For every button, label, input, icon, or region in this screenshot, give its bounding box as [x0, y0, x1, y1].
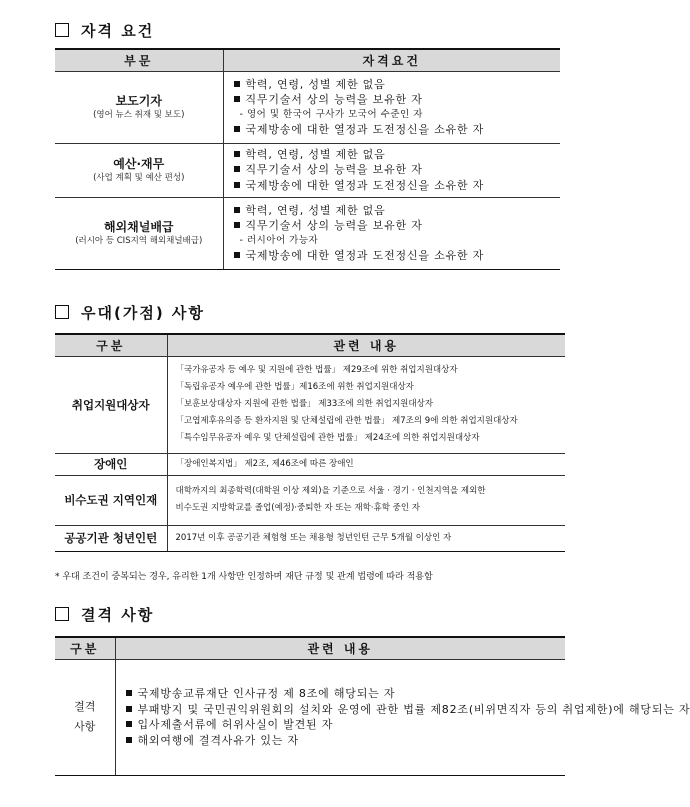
section-title-text: 결격 사항: [81, 606, 155, 624]
header-content: 관련 내용: [167, 334, 565, 356]
requirement-item: 학력, 연령, 성별 제한 없음: [234, 203, 561, 219]
preference-line: 비수도권 지방학교를 졸업(예정)·중퇴한 자 또는 재학·휴학 중인 자: [175, 503, 420, 513]
checkbox-square-icon: [55, 305, 69, 319]
requirement-subitem: - 러시아어 가능자: [239, 234, 319, 246]
preference-row: [55, 453, 565, 475]
header-category: 부문: [55, 49, 223, 71]
category-sub: (영어 뉴스 취재 및 보도): [93, 109, 185, 120]
requirements-cell: [223, 197, 560, 269]
preference-content: [167, 525, 565, 551]
category-cell: [55, 197, 223, 269]
qualification-row: [55, 71, 560, 143]
header-category: 구분: [55, 334, 167, 356]
square-bullet-icon: [234, 166, 240, 172]
preferences-table: [55, 333, 565, 552]
qualification-row: [55, 197, 560, 269]
disqualification-item: 부패방지 및 국민권익위원회의 설치와 운영에 관한 법률 제82조(비위면직자 등의 취업제한)에 해당되는 자: [126, 702, 558, 718]
requirement-item: 학력, 연령, 성별 제한 없음: [234, 77, 561, 93]
preference-line: 「보훈보상대상자 지원에 관한 법률」 제33조에 의한 취업지원대상자: [175, 399, 434, 409]
qualifications-title: [55, 20, 154, 41]
disqualification-item: 국제방송교류재단 인사규정 제 8조에 해당되는 자: [126, 686, 558, 702]
preference-line: 「장애인복지법」 제2조, 제46조에 따른 장애인: [175, 458, 354, 469]
preference-line: 「국가유공자 등 예우 및 지원에 관한 법률」 제29조에 위한 취업지원대상자: [175, 365, 458, 375]
category-name: 보도기자: [115, 93, 162, 108]
preference-row: [55, 356, 565, 453]
section-title-text: 자격 요건: [81, 22, 155, 40]
preference-row: [55, 475, 565, 525]
header-requirements: 자격요건: [223, 49, 560, 71]
preference-row: [55, 525, 565, 551]
category-sub: (러시아 등 CIS지역 해외채널배급): [75, 235, 203, 246]
disqualification-item: 입사제출서류에 허위사실이 발견된 자: [126, 717, 558, 733]
checkbox-square-icon: [55, 23, 69, 37]
requirement-item: 국제방송에 대한 열정과 도전정신을 소유한 자: [234, 122, 561, 138]
qualification-row: [55, 143, 560, 197]
preference-content: [167, 356, 565, 453]
requirements-cell: [223, 143, 560, 197]
preference-category: 공공기관 청년인턴: [55, 525, 167, 551]
preference-content: [167, 453, 565, 475]
requirement-item: 직무기술서 상의 능력을 보유한 자: [234, 162, 561, 178]
disqualification-content: [115, 659, 690, 775]
checkbox-square-icon: [55, 607, 69, 621]
disqualifications-table: [55, 636, 690, 776]
header-category: 구분: [55, 637, 115, 659]
requirement-item: 직무기술서 상의 능력을 보유한 자: [234, 92, 561, 108]
disqualification-item: 해외여행에 결격사유가 있는 자: [126, 733, 558, 749]
category-name: 해외채널배급: [103, 219, 174, 234]
preferences-title: [55, 302, 205, 323]
square-bullet-icon: [234, 126, 240, 132]
preference-line: 「고엽제후유의증 등 환자지원 및 단체설립에 관한 법률」 제7조의 9에 의한 취업지원대상자: [175, 416, 518, 426]
requirement-item: 국제방송에 대한 열정과 도전정신을 소유한 자: [234, 178, 561, 194]
square-bullet-icon: [126, 737, 132, 743]
preference-note: * 우대 조건이 중복되는 경우, 유리한 1개 사항만 인정하며 재단 규정 및 관계 법령에 따라 적용함: [55, 572, 433, 582]
square-bullet-icon: [234, 252, 240, 258]
section-title-text: 우대(가점) 사항: [81, 304, 205, 322]
category-cell: [55, 143, 223, 197]
square-bullet-icon: [234, 207, 240, 213]
qualifications-table: [55, 48, 560, 270]
category-name: 예산·재무: [113, 156, 165, 171]
category-sub: (사업 계획 및 예산 편성): [93, 172, 185, 183]
category-cell: [55, 71, 223, 143]
requirement-subitem: - 영어 및 한국어 구사가 모국어 수준인 자: [239, 108, 423, 120]
preference-category: 비수도권 지역인재: [55, 475, 167, 525]
category-line: 사항: [74, 720, 96, 733]
square-bullet-icon: [234, 151, 240, 157]
category-line: 결격: [74, 700, 96, 713]
square-bullet-icon: [234, 96, 240, 102]
preference-line: 「특수임무유공자 예우 및 단체설립에 관한 법률」 제24조에 의한 취업지원대상자: [175, 433, 480, 443]
requirement-item: 국제방송에 대한 열정과 도전정신을 소유한 자: [234, 248, 561, 264]
square-bullet-icon: [234, 222, 240, 228]
requirement-item: 학력, 연령, 성별 제한 없음: [234, 147, 561, 163]
disqualifications-title: [55, 604, 154, 625]
square-bullet-icon: [234, 81, 240, 87]
square-bullet-icon: [126, 706, 132, 712]
preference-category: 장애인: [55, 453, 167, 475]
requirements-cell: [223, 71, 560, 143]
disqualification-category: [55, 659, 115, 775]
preference-content: [167, 475, 565, 525]
preference-category: 취업지원대상자: [55, 356, 167, 453]
preference-line: 「독립유공자 예우에 관한 법률」제16조에 위한 취업지원대상자: [175, 382, 414, 392]
square-bullet-icon: [234, 182, 240, 188]
square-bullet-icon: [126, 721, 132, 727]
header-content: 관련 내용: [115, 637, 565, 659]
preference-line: 2017년 이후 공공기관 체험형 또는 채용형 청년인턴 근무 5개월 이상인 자: [175, 532, 452, 543]
requirement-item: 직무기술서 상의 능력을 보유한 자: [234, 218, 561, 234]
disqualification-row: [55, 659, 565, 775]
preference-line: 대학까지의 최종학력(대학원 이상 제외)을 기준으로 서울 · 경기 · 인천지역을 제외한: [175, 486, 486, 496]
square-bullet-icon: [126, 690, 132, 696]
